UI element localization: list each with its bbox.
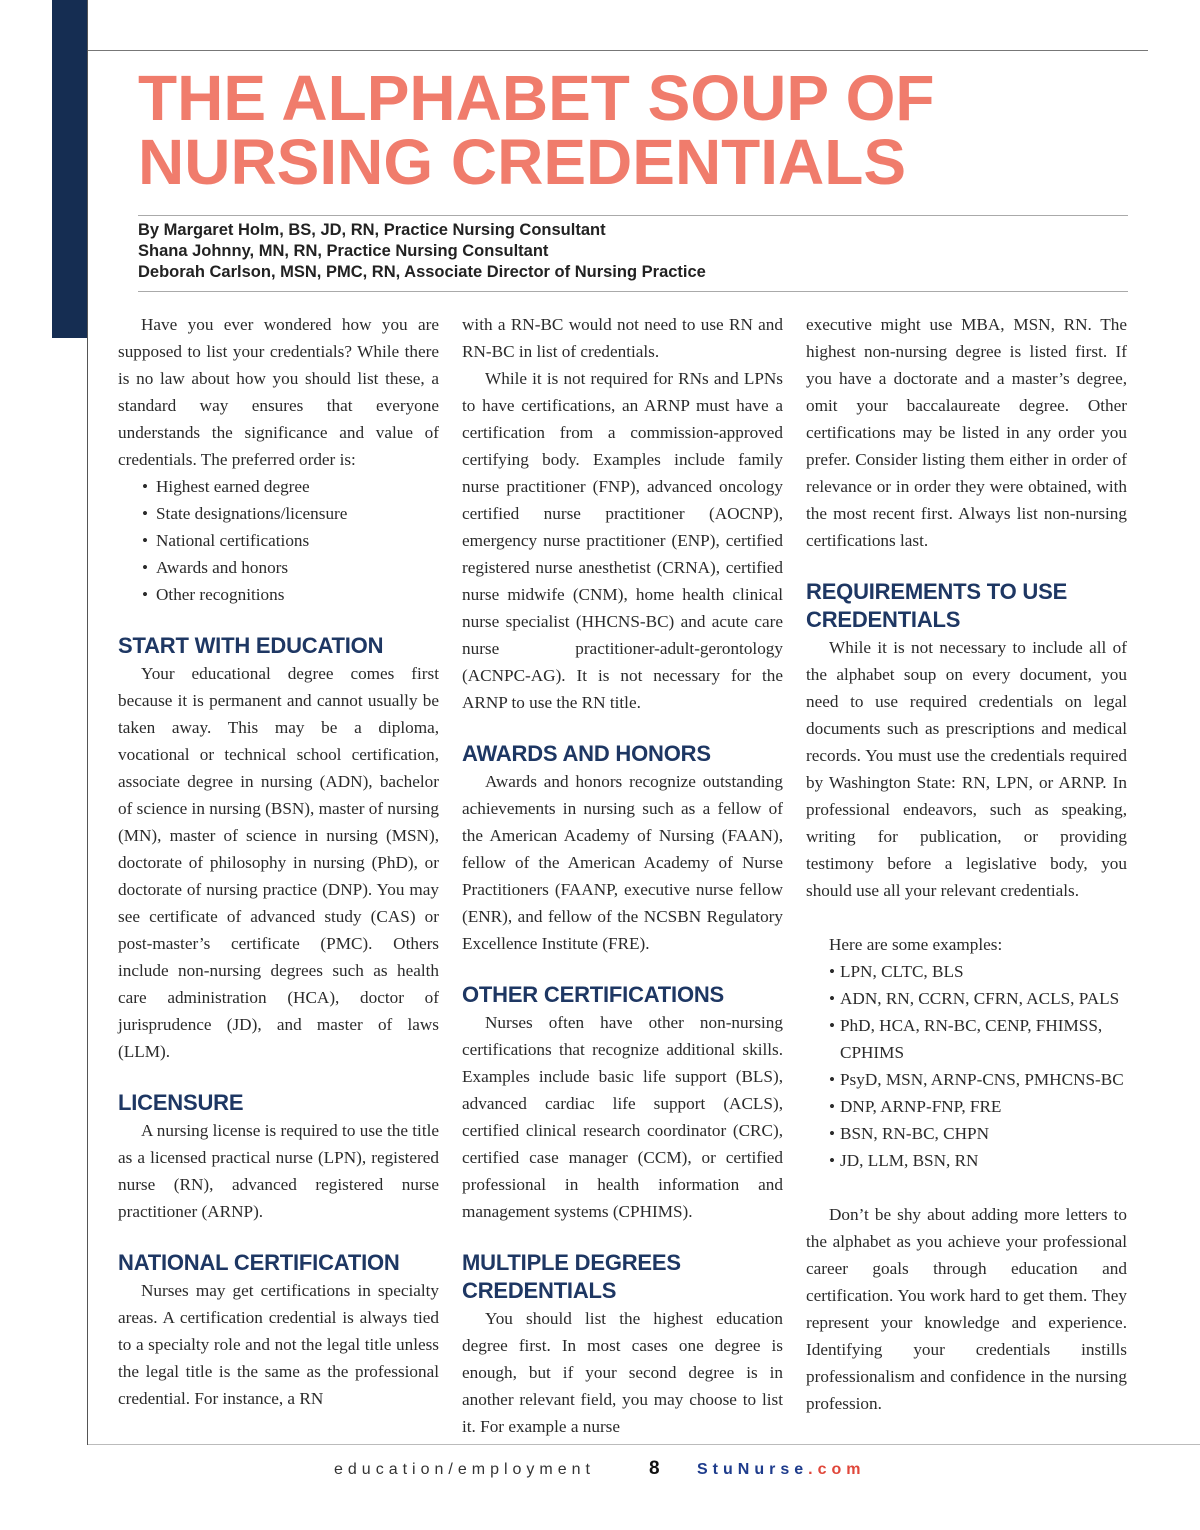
arnp-certification-paragraph: While it is not required for RNs and LPNs to have certifications, an ARNP must have a certification from a commission-approved certifying body. Examples include family nurse practitioner (FNP), advanced oncology certified nurse practitioner (AOCNP), emergency nurse practitioner (ENP), certified registered nurse anesthetist (CRNA), certified nurse midwife (CNM), home health clinical nurse specialist (HHCNS-BC) and acute care nurse practitioner-adult-gerontology (ACNPC-AG). It is not necessary for the ARNP to use the RN title.	[462, 369, 783, 712]
column-1	[118, 311, 439, 1412]
national-certification-paragraph: Nurses may get certifications in specialty areas. A certification credential is always tied to a specialty role and not the legal title unless the legal title is the same as the professional credential. For instance, a RN	[118, 1281, 439, 1408]
title-line-2: NURSING CREDENTIALS	[138, 126, 907, 198]
national-certification-continued: with a RN-BC would not need to use RN and RN-BC in list of credentials.	[462, 315, 783, 361]
multiple-degrees-continued: executive might use MBA, MSN, RN. The highest non-nursing degree is listed first. If you have a doctorate and a master’s degree, omit your baccalaureate degree. Other certifications may be listed in any order you prefer. Consider listing them either in order of relevance or in order they were obtained, with the most recent first. Always list non-nursing certifications last.	[806, 315, 1127, 550]
examples-intro: Here are some examples:	[829, 935, 1003, 954]
closing-paragraph: Don’t be shy about adding more letters to the alphabet as you achieve your professional career goals through education and certification. You work hard to get them. They represent your knowledge and experience. Identifying your credentials instills professionalism and confidence in the nursing profession.	[806, 1205, 1127, 1413]
other-certifications-paragraph: Nurses often have other non-nursing certifications that recognize additional skills. Examples include basic life support (BLS), advanced cardiac life support (ACLS), certified clinical research coordinator (CRC), certified case manager (CCM), or certified professional in health information and management systems (CPHIMS).	[462, 1013, 783, 1221]
brand-domain: .com	[808, 1461, 866, 1478]
heading-line: CREDENTIALS	[462, 1278, 617, 1303]
education-heading: START WITH EDUCATION	[118, 633, 384, 658]
column-2	[462, 311, 783, 1440]
list-item: • National certifications	[142, 527, 439, 554]
examples-list	[806, 958, 1127, 1174]
article-title	[138, 62, 1128, 198]
education-paragraph: Your educational degree comes first because it is permanent and cannot usually be taken away. This may be a diploma, vocational or technical school certification, associate degree in nursing (ADN), bachelor of science in nursing (BSN), master of nursing (MN), master of science in nursing (MSN), doctorate of philosophy in nursing (PhD), or doctorate of nursing practice (DNP). You may see certificate of advanced study (CAS) or post-master’s certificate (PMC). Others include non-nursing degrees such as health care administration (HCA), doctor of jurisprudence (JD), and master of laws (LLM).	[118, 664, 439, 1061]
heading-line: CREDENTIALS	[806, 607, 961, 632]
list-item: • BSN, RN-BC, CHPN	[829, 1120, 1127, 1147]
requirements-heading	[806, 578, 1127, 634]
list-item: • JD, LLM, BSN, RN	[829, 1147, 1127, 1174]
top-rule	[88, 50, 1148, 51]
list-item: • Other recognitions	[142, 581, 439, 608]
list-item: • Awards and honors	[142, 554, 439, 581]
page-number: 8	[649, 1458, 660, 1479]
requirements-paragraph: While it is not necessary to include all of the alphabet soup on every document, you need to use required credentials on legal documents such as prescriptions and medical records. You must use the credentials required by Washington State: RN, LPN, or ARNP. In professional endeavors, such as speaking, writing for publication, or providing testimony before a legislative body, you should use all your relevant credentials.	[806, 638, 1127, 900]
list-item: • State designations/licensure	[142, 500, 439, 527]
byline-rule-top	[138, 215, 1128, 216]
multiple-degrees-paragraph: You should list the highest education degree first. In most cases one degree is enough, but if your second degree is in another relevant field, you may choose to list it. For example a nurse	[462, 1309, 783, 1436]
awards-heading: AWARDS AND HONORS	[462, 741, 711, 766]
byline: Shana Johnny, MN, RN, Practice Nursing Consultant	[138, 242, 549, 260]
byline: Deborah Carlson, MSN, PMC, RN, Associate Director of Nursing Practice	[138, 263, 706, 281]
list-item: • Highest earned degree	[142, 473, 439, 500]
licensure-heading: LICENSURE	[118, 1090, 244, 1115]
list-item: • LPN, CLTC, BLS	[829, 958, 1127, 985]
footer-section-label: education/employment	[334, 1461, 595, 1478]
title-line-1: THE ALPHABET SOUP OF	[138, 62, 935, 134]
heading-line: REQUIREMENTS TO USE	[806, 579, 1068, 604]
footer-rule	[88, 1444, 1200, 1445]
left-accent-bar	[52, 0, 88, 338]
author-bylines	[138, 220, 1128, 283]
national-certification-heading: NATIONAL CERTIFICATION	[118, 1250, 400, 1275]
awards-paragraph: Awards and honors recognize outstanding achievements in nursing such as a fellow of the American Academy of Nursing (FAAN), fellow of the American Academy of Nurse Practitioners (FAANP, executive nurse fellow (ENR), and fellow of the NCSBN Regulatory Excellence Institute (FRE).	[462, 772, 783, 953]
multiple-degrees-heading	[462, 1249, 783, 1305]
left-margin-rule	[87, 0, 88, 1445]
credential-order-list	[118, 473, 439, 608]
byline: By Margaret Holm, BS, JD, RN, Practice Nursing Consultant	[138, 221, 606, 239]
intro-paragraph: Have you ever wondered how you are supposed to list your credentials? While there is no law about how you should list these, a standard way ensures that everyone understands the significance and value of credentials. The preferred order is:	[118, 315, 439, 469]
column-3	[806, 311, 1127, 1417]
heading-line: MULTIPLE DEGREES	[462, 1250, 681, 1275]
list-item: • PsyD, MSN, ARNP-CNS, PMHCNS-BC	[829, 1066, 1127, 1093]
licensure-paragraph: A nursing license is required to use the title as a licensed practical nurse (LPN), registered nurse (RN), advanced registered nurse practitioner (ARNP).	[118, 1121, 439, 1221]
list-item: • DNP, ARNP-FNP, FRE	[829, 1093, 1127, 1120]
brand-name: StuNurse	[697, 1461, 809, 1478]
list-item: • ADN, RN, CCRN, CFRN, ACLS, PALS	[829, 985, 1127, 1012]
page-footer	[0, 1458, 1200, 1488]
other-certifications-heading: OTHER CERTIFICATIONS	[462, 982, 725, 1007]
list-item: • PhD, HCA, RN-BC, CENP, FHIMSS, CPHIMS	[829, 1012, 1127, 1066]
footer-brand	[697, 1461, 865, 1479]
byline-rule-bottom	[138, 291, 1128, 292]
